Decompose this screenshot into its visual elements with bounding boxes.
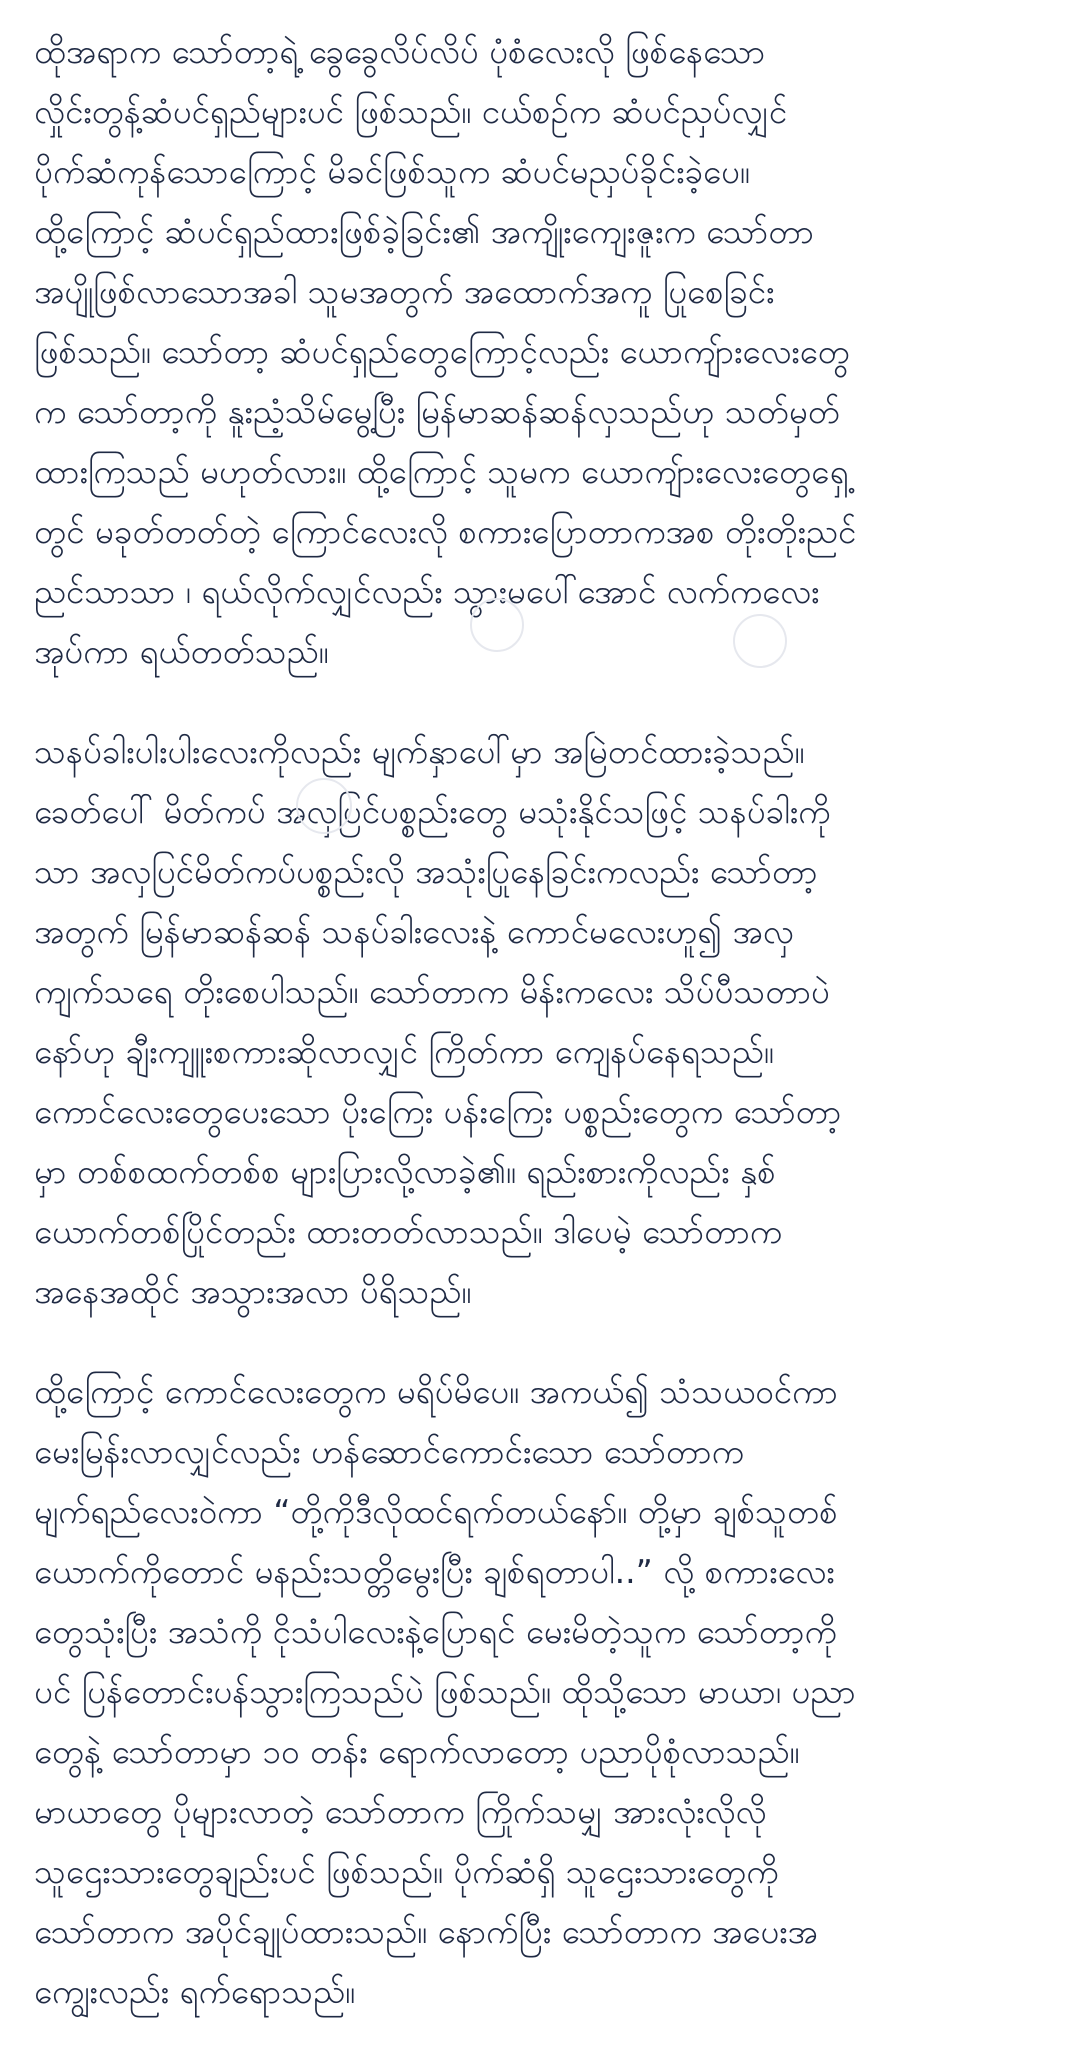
- faint-circle-decoration: [470, 598, 524, 652]
- paragraph-1: ထိုအရာက သော်တာ့ရဲ့ ခွေခွေလိပ်လိပ် ပုံစံလေးလို ဖြစ်နေသော လှိုင်းတွန့်ဆံပင်ရှည်များပင် ဖြစ်သည်။ ငယ်စဉ်က ဆံပင်ညှပ်လျှင် ပိုက်ဆံကုန်သောကြောင့် မိခင်ဖြစ်သူက ဆံပင်မညှပ်ခိုင်းခဲ့ပေ။ ထို့ကြောင့် ဆံပင်ရှည်ထားဖြစ်ခဲ့ခြင်း၏ အကျိုးကျေးဇူးက သော်တာ အပျိုဖြစ်လာသောအခါ သူမအတွက် အထောက်အကူ ပြုစေခြင်း ဖြစ်သည်။ သော်တာ့ ဆံပင်ရှည်တွေကြောင့်လည်း ယောကျ်ားလေးတွေ က သော်တာ့ကို နူးညံ့သိမ်မွေ့ပြီး မြန်မာဆန်ဆန်လှသည်ဟု သတ်မှတ် ထားကြသည် မဟုတ်လား။ ထို့ကြောင့် သူမက ယောကျ်ားလေးတွေရှေ့ တွင် မခုတ်တတ်တဲ့ ကြောင်လေးလို စကားပြောတာကအစ တိုးတိုးညင် ညင်သာသာ ၊ ရယ်လိုက်လျှင်လည်း သွားမပေါ်အောင် လက်ကလေး အုပ်ကာ ရယ်တတ်သည်။: [34, 32, 857, 671]
- paragraph-2: သနပ်ခါးပါးပါးလေးကိုလည်း မျက်နှာပေါ်မှာ အမြဲတင်ထားခဲ့သည်။ ခေတ်ပေါ် မိတ်ကပ် အလှပြင်ပစ္စည်းတွေ မသုံးနိုင်သဖြင့် သနပ်ခါးကို သာ အလှပြင်မိတ်ကပ်ပစ္စည်းလို အသုံးပြုနေခြင်းကလည်း သော်တာ့ အတွက် မြန်မာဆန်ဆန် သနပ်ခါးလေးနဲ့ ကောင်မလေးဟူ၍ အလှ ကျက်သရေ တိုးစေပါသည်။ သော်တာက မိန်းကလေး သိပ်ပီသတာပဲ နော်ဟု ချီးကျူးစကားဆိုလာလျှင် ကြိတ်ကာ ကျေနပ်နေရသည်။ ကောင်လေးတွေပေးသော ပိုးကြေး ပန်းကြေး ပစ္စည်းတွေက သော်တာ့ မှာ တစ်စထက်တစ်စ များပြားလို့လာခဲ့၏။ ရည်းစားကိုလည်း နှစ် ယောက်တစ်ပြိုင်တည်း ထားတတ်လာသည်။ ဒါပေမဲ့ သော်တာက အနေအထိုင် အသွားအလာ ပိရိသည်။: [34, 732, 842, 1311]
- paragraph-3: ထို့ကြောင့် ကောင်လေးတွေက မရိပ်မိပေ။ အကယ်၍ သံသယဝင်ကာ မေးမြန်းလာလျှင်လည်း ဟန်ဆောင်ကောင်းသော သော်တာက မျက်ရည်လေးဝဲကာ “တို့ကိုဒီလိုထင်ရက်တယ်နော်။ တို့မှာ ချစ်သူတစ် ယောက်ကိုတောင် မနည်းသတ္တိမွေးပြီး ချစ်ရတာပါ..” လို့ စကားလေး တွေသုံးပြီး အသံကို ငိုသံပါလေးနဲ့ပြောရင် မေးမိတဲ့သူက သော်တာ့ကို ပင် ပြန်တောင်းပန်သွားကြသည်ပဲ ဖြစ်သည်။ ထိုသို့သော မာယာ၊ ပညာ တွေနဲ့ သော်တာမှာ ၁၀ တန်း ရောက်လာတော့ ပညာပိုစုံလာသည်။ မာယာတွေ ပိုများလာတဲ့ သော်တာက ကြိုက်သမျှ အားလုံးလိုလို သူဌေးသားတွေချည်းပင် ဖြစ်သည်။ ပိုက်ဆံရှိ သူဌေးသားတွေကို သော်တာက အပိုင်ချုပ်ထားသည်။ နောက်ပြီး သော်တာက အပေးအ ကျွေးလည်း ရက်ရောသည်။: [34, 1372, 856, 2011]
- faint-circle-decoration: [733, 614, 787, 668]
- article-body: [34, 22, 1054, 2062]
- faint-circle-decoration: [296, 778, 352, 834]
